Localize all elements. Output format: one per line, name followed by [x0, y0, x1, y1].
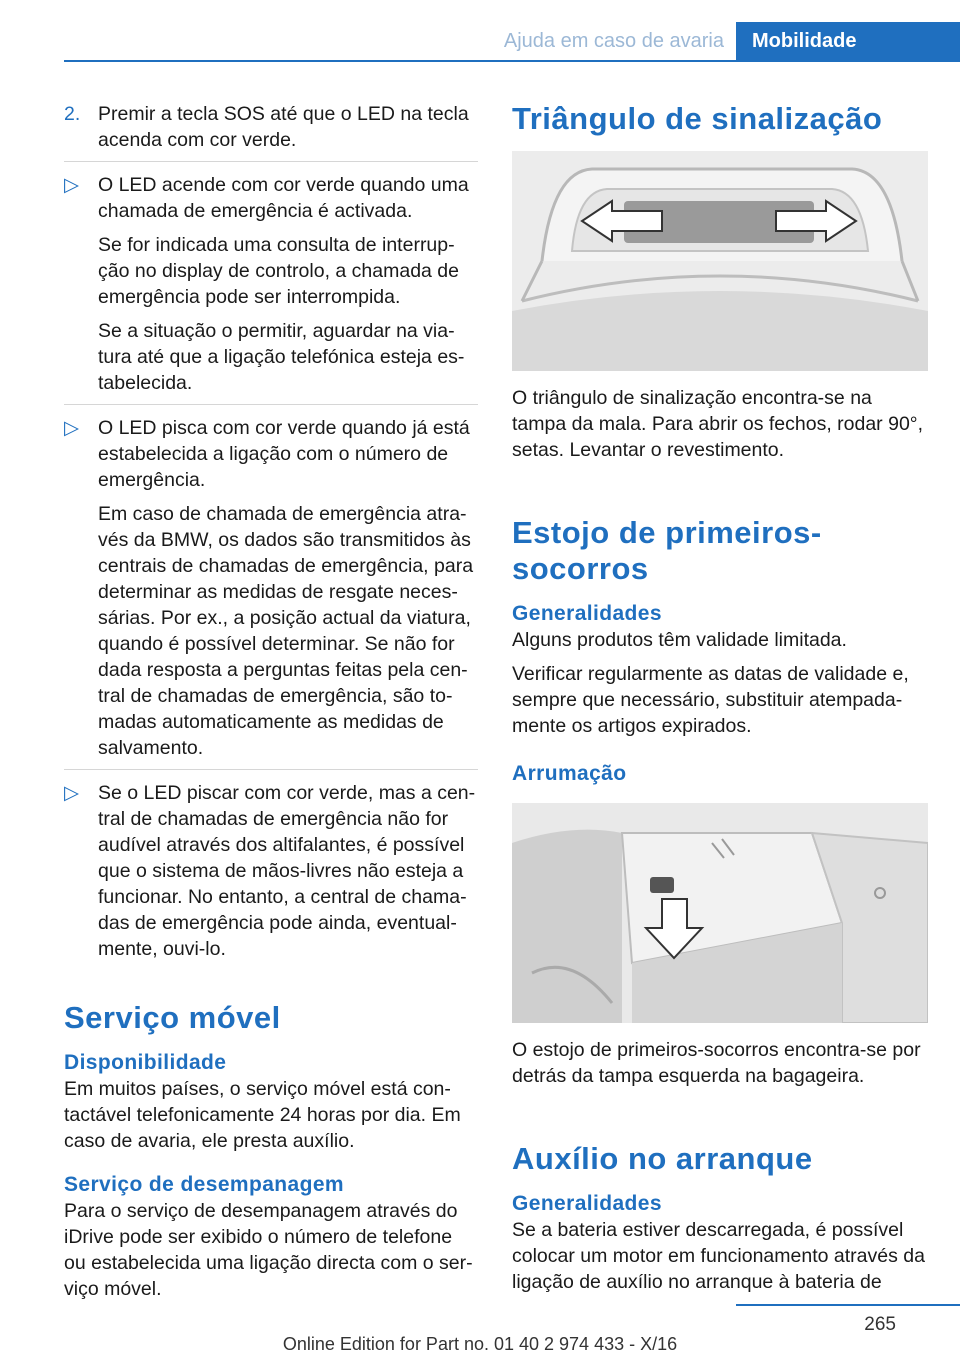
footer-rule — [736, 1304, 960, 1306]
bullet-text: O LED acende com cor verde quando uma chamada de emergência é activada. — [98, 174, 469, 222]
bullet-item — [64, 780, 478, 962]
section-heading-auxilio: Auxílio no arranque — [512, 1141, 813, 1176]
divider — [64, 404, 478, 405]
chapter-tab: Mobilidade — [736, 22, 960, 60]
left-column — [64, 101, 478, 1310]
body-text: O estojo de primeiros-socorros encontra-se por detrás da tampa esquerda na bagageira. — [512, 1039, 921, 1087]
section-heading-triangulo: Triângulo de sinalização — [512, 101, 883, 136]
header-rule — [64, 60, 960, 62]
section-heading-servico-movel: Serviço móvel — [64, 1000, 281, 1035]
step-number: 2. — [64, 103, 81, 125]
page-number: 265 — [864, 1314, 896, 1335]
step-item — [64, 101, 478, 153]
divider — [64, 161, 478, 162]
subheading-disponibilidade: Disponibilidade — [64, 1051, 227, 1074]
triangle-bullet-icon: ▷ — [64, 174, 79, 196]
subheading-desempanagem: Serviço de desempanagem — [64, 1173, 344, 1196]
body-text: Para o serviço de desempanagem através do iDrive pode ser exibido o número de telefone ou estabelecida uma ligação directa com o ser‐viço móvel. — [64, 1200, 473, 1300]
subheading-arrumacao: Arrumação — [512, 762, 627, 785]
bullet-item — [64, 172, 478, 396]
subheading-generalidades: Generalidades — [512, 602, 662, 625]
bullet-text: Se for indicada uma consulta de interrup‐ção no display de controlo, a chamada de emergência pode ser interrompida. — [98, 234, 459, 308]
section-title: Ajuda em caso de avaria — [503, 30, 724, 52]
bullet-text: Se a situação o permitir, aguardar na via‐tura até que a ligação telefónica esteja es‐tabelecida. — [98, 320, 465, 394]
page-header — [0, 0, 960, 62]
section-heading-estojo: Estojo de primeiros-socorros — [512, 515, 822, 586]
body-text: O triângulo de sinalização encontra-se na tampa da mala. Para abrir os fechos, rodar 90°, setas. Levantar o revestimento. — [512, 387, 924, 461]
subheading-generalidades: Generalidades — [512, 1192, 662, 1215]
divider — [64, 769, 478, 770]
body-text: Alguns produtos têm validade limitada. — [512, 629, 847, 651]
bullet-text: O LED pisca com cor verde quando já está estabelecida a ligação com o número de emergência. — [98, 417, 470, 491]
body-text: Em muitos países, o serviço móvel está con‐tactável telefonicamente 24 horas por dia. Em caso de avaria, ele presta auxílio. — [64, 1078, 461, 1152]
triangle-bullet-icon: ▷ — [64, 417, 79, 439]
bullet-text: Se o LED piscar com cor verde, mas a cen‐tral de chamadas de emergência não for audível através dos altifalantes, é possível que o sistema de mãos-livres não esteja a funcionar. No entanto, a central de chama‐das de emergência pode ainda, eventual‐mente, ouvi-lo. — [98, 782, 476, 960]
warning-triangle-illustration — [512, 151, 928, 371]
body-text: Verificar regularmente as datas de validade e, sempre que necessário, substituir atempada‐mente os artigos expirados. — [512, 663, 909, 737]
step-text: Premir a tecla SOS até que o LED na tecla acenda com cor verde. — [98, 103, 469, 151]
body-text: Se a bateria estiver descarregada, é possível colocar um motor em funcionamento através da ligação de auxílio no arranque à bateria de — [512, 1219, 925, 1293]
right-column — [512, 101, 928, 1303]
bullet-text: Em caso de chamada de emergência atra‐vés da BMW, os dados são transmitidos às centrais de chamadas de emergência, para determinar as medidas de resgate neces‐sárias. Por ex., a posição actual da viatura, quando é possível determinar. Se não for dada resposta a perguntas feitas pela cen‐tral de chamadas de emergência, são to‐madas automaticamente as medidas de salvamento. — [98, 503, 474, 759]
edition-text: Online Edition for Part no. 01 40 2 974 433 - X/16 — [282, 1334, 678, 1354]
bullet-item — [64, 415, 478, 761]
first-aid-kit-illustration — [512, 803, 928, 1023]
triangle-bullet-icon: ▷ — [64, 782, 79, 804]
